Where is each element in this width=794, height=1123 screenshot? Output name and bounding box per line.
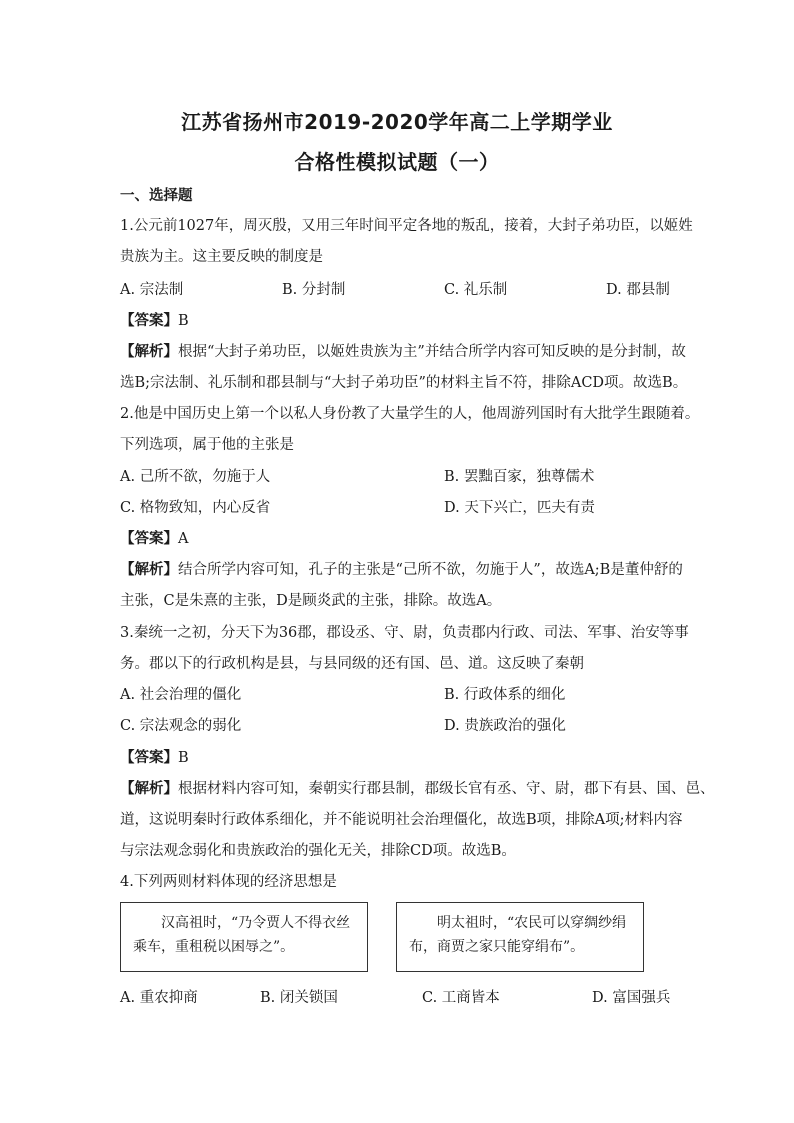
q1-stem-line1: 1.公元前1027年，周灭殷，又用三年时间平定各地的叛乱，接着，大封子弟功臣，以姬姓: [120, 218, 693, 234]
q1-answer-value: B: [178, 313, 189, 329]
q2-stem-line1: 2.他是中国历史上第一个以私人身份教了大量学生的人，他周游列国时有大批学生跟随着。: [120, 406, 700, 422]
q4-material-2-line2: 布，商贾之家只能穿绢布”。: [409, 939, 585, 955]
q2-option-d: D. 天下兴亡，匹夫有责: [444, 500, 595, 516]
q1-option-d: D. 郡县制: [606, 282, 670, 298]
q2-answer-value: A: [178, 531, 189, 547]
q2-option-a: A. 己所不欲，勿施于人: [120, 469, 271, 485]
q3-analysis-line3: 与宗法观念弱化和贵族政治的强化无关，排除CD项。故选B。: [120, 843, 516, 859]
q1-stem-line2: 贵族为主。这主要反映的制度是: [120, 249, 323, 265]
q4-material-2-line1: 明太祖时，“农民可以穿绸纱绢: [437, 915, 627, 931]
section-heading: 一、选择题: [120, 188, 193, 204]
q1-analysis-text1: 根据“大封子弟功臣，以姬姓贵族为主”并结合所学内容可知反映的是分封制，故: [178, 344, 686, 360]
q3-stem-line1: 3.秦统一之初，分天下为36郡，郡设丞、守、尉，负责郡内行政、司法、军事、治安等事: [120, 625, 689, 641]
q4-option-d: D. 富国强兵: [592, 990, 671, 1006]
q3-option-d: D. 贵族政治的强化: [444, 718, 566, 734]
q3-answer: [120, 748, 680, 768]
q4-option-a: A. 重农抑商: [120, 990, 198, 1006]
q1-analysis-label: 【解析】: [120, 344, 178, 360]
q3-option-a: A. 社会治理的僵化: [120, 687, 242, 703]
q3-option-c: C. 宗法观念的弱化: [120, 718, 242, 734]
q2-option-c: C. 格物致知，内心反省: [120, 500, 271, 516]
q4-material-1-line2: 乘车，重租税以困辱之”。: [133, 939, 295, 955]
q1-option-a: A. 宗法制: [120, 282, 184, 298]
q2-analysis-text1: 结合所学内容可知，孔子的主张是“己所不欲，勿施于人”，故选A;B是董仲舒的: [178, 562, 683, 578]
page-title-line1: 江苏省扬州市2019-2020学年高二上学期学业: [181, 110, 613, 134]
q4-option-c: C. 工商皆本: [422, 990, 500, 1006]
q3-analysis-line1: [120, 779, 715, 799]
q2-answer-label: 【答案】: [120, 531, 178, 547]
q2-analysis-label: 【解析】: [120, 562, 178, 578]
q3-analysis-label: 【解析】: [120, 781, 178, 797]
q2-analysis-line2: 主张，C是朱熹的主张，D是顾炎武的主张，排除。故选A。: [120, 593, 502, 609]
q4-material-1-line1: 汉高祖时，“乃令贾人不得衣丝: [161, 915, 351, 931]
page-title-line2: 合格性模拟试题（一）: [294, 150, 500, 174]
q4-material-box-1: [120, 902, 368, 972]
q3-analysis-line2: 道，这说明秦时行政体系细化，并不能说明社会治理僵化，故选B项，排除A项;材料内容: [120, 812, 683, 828]
q4-material-box-2: [396, 902, 644, 972]
q2-answer: [120, 529, 680, 549]
q3-answer-label: 【答案】: [120, 750, 178, 766]
q4-option-b: B. 闭关锁国: [260, 990, 338, 1006]
q3-option-b: B. 行政体系的细化: [444, 687, 566, 703]
q1-answer-label: 【答案】: [120, 313, 178, 329]
q3-stem-line2: 务。郡以下的行政机构是县，与县同级的还有国、邑、道。这反映了秦朝: [120, 656, 584, 672]
q1-option-b: B. 分封制: [282, 282, 346, 298]
q2-analysis-line1: [120, 560, 683, 580]
q2-option-b: B. 罢黜百家，独尊儒术: [444, 469, 595, 485]
q1-analysis-line1: [120, 342, 686, 362]
q1-analysis-line2: 选B;宗法制、礼乐制和郡县制与“大封子弟功臣”的材料主旨不符，排除ACD项。故选B。: [120, 375, 688, 391]
q1-option-c: C. 礼乐制: [444, 282, 508, 298]
q3-answer-value: B: [178, 750, 189, 766]
q4-stem: 4.下列两则材料体现的经济思想是: [120, 874, 337, 890]
q2-stem-line2: 下列选项，属于他的主张是: [120, 437, 294, 453]
q1-answer: [120, 311, 680, 331]
q3-analysis-text1: 根据材料内容可知，秦朝实行郡县制，郡级长官有丞、守、尉，郡下有县、国、邑、: [178, 781, 715, 797]
